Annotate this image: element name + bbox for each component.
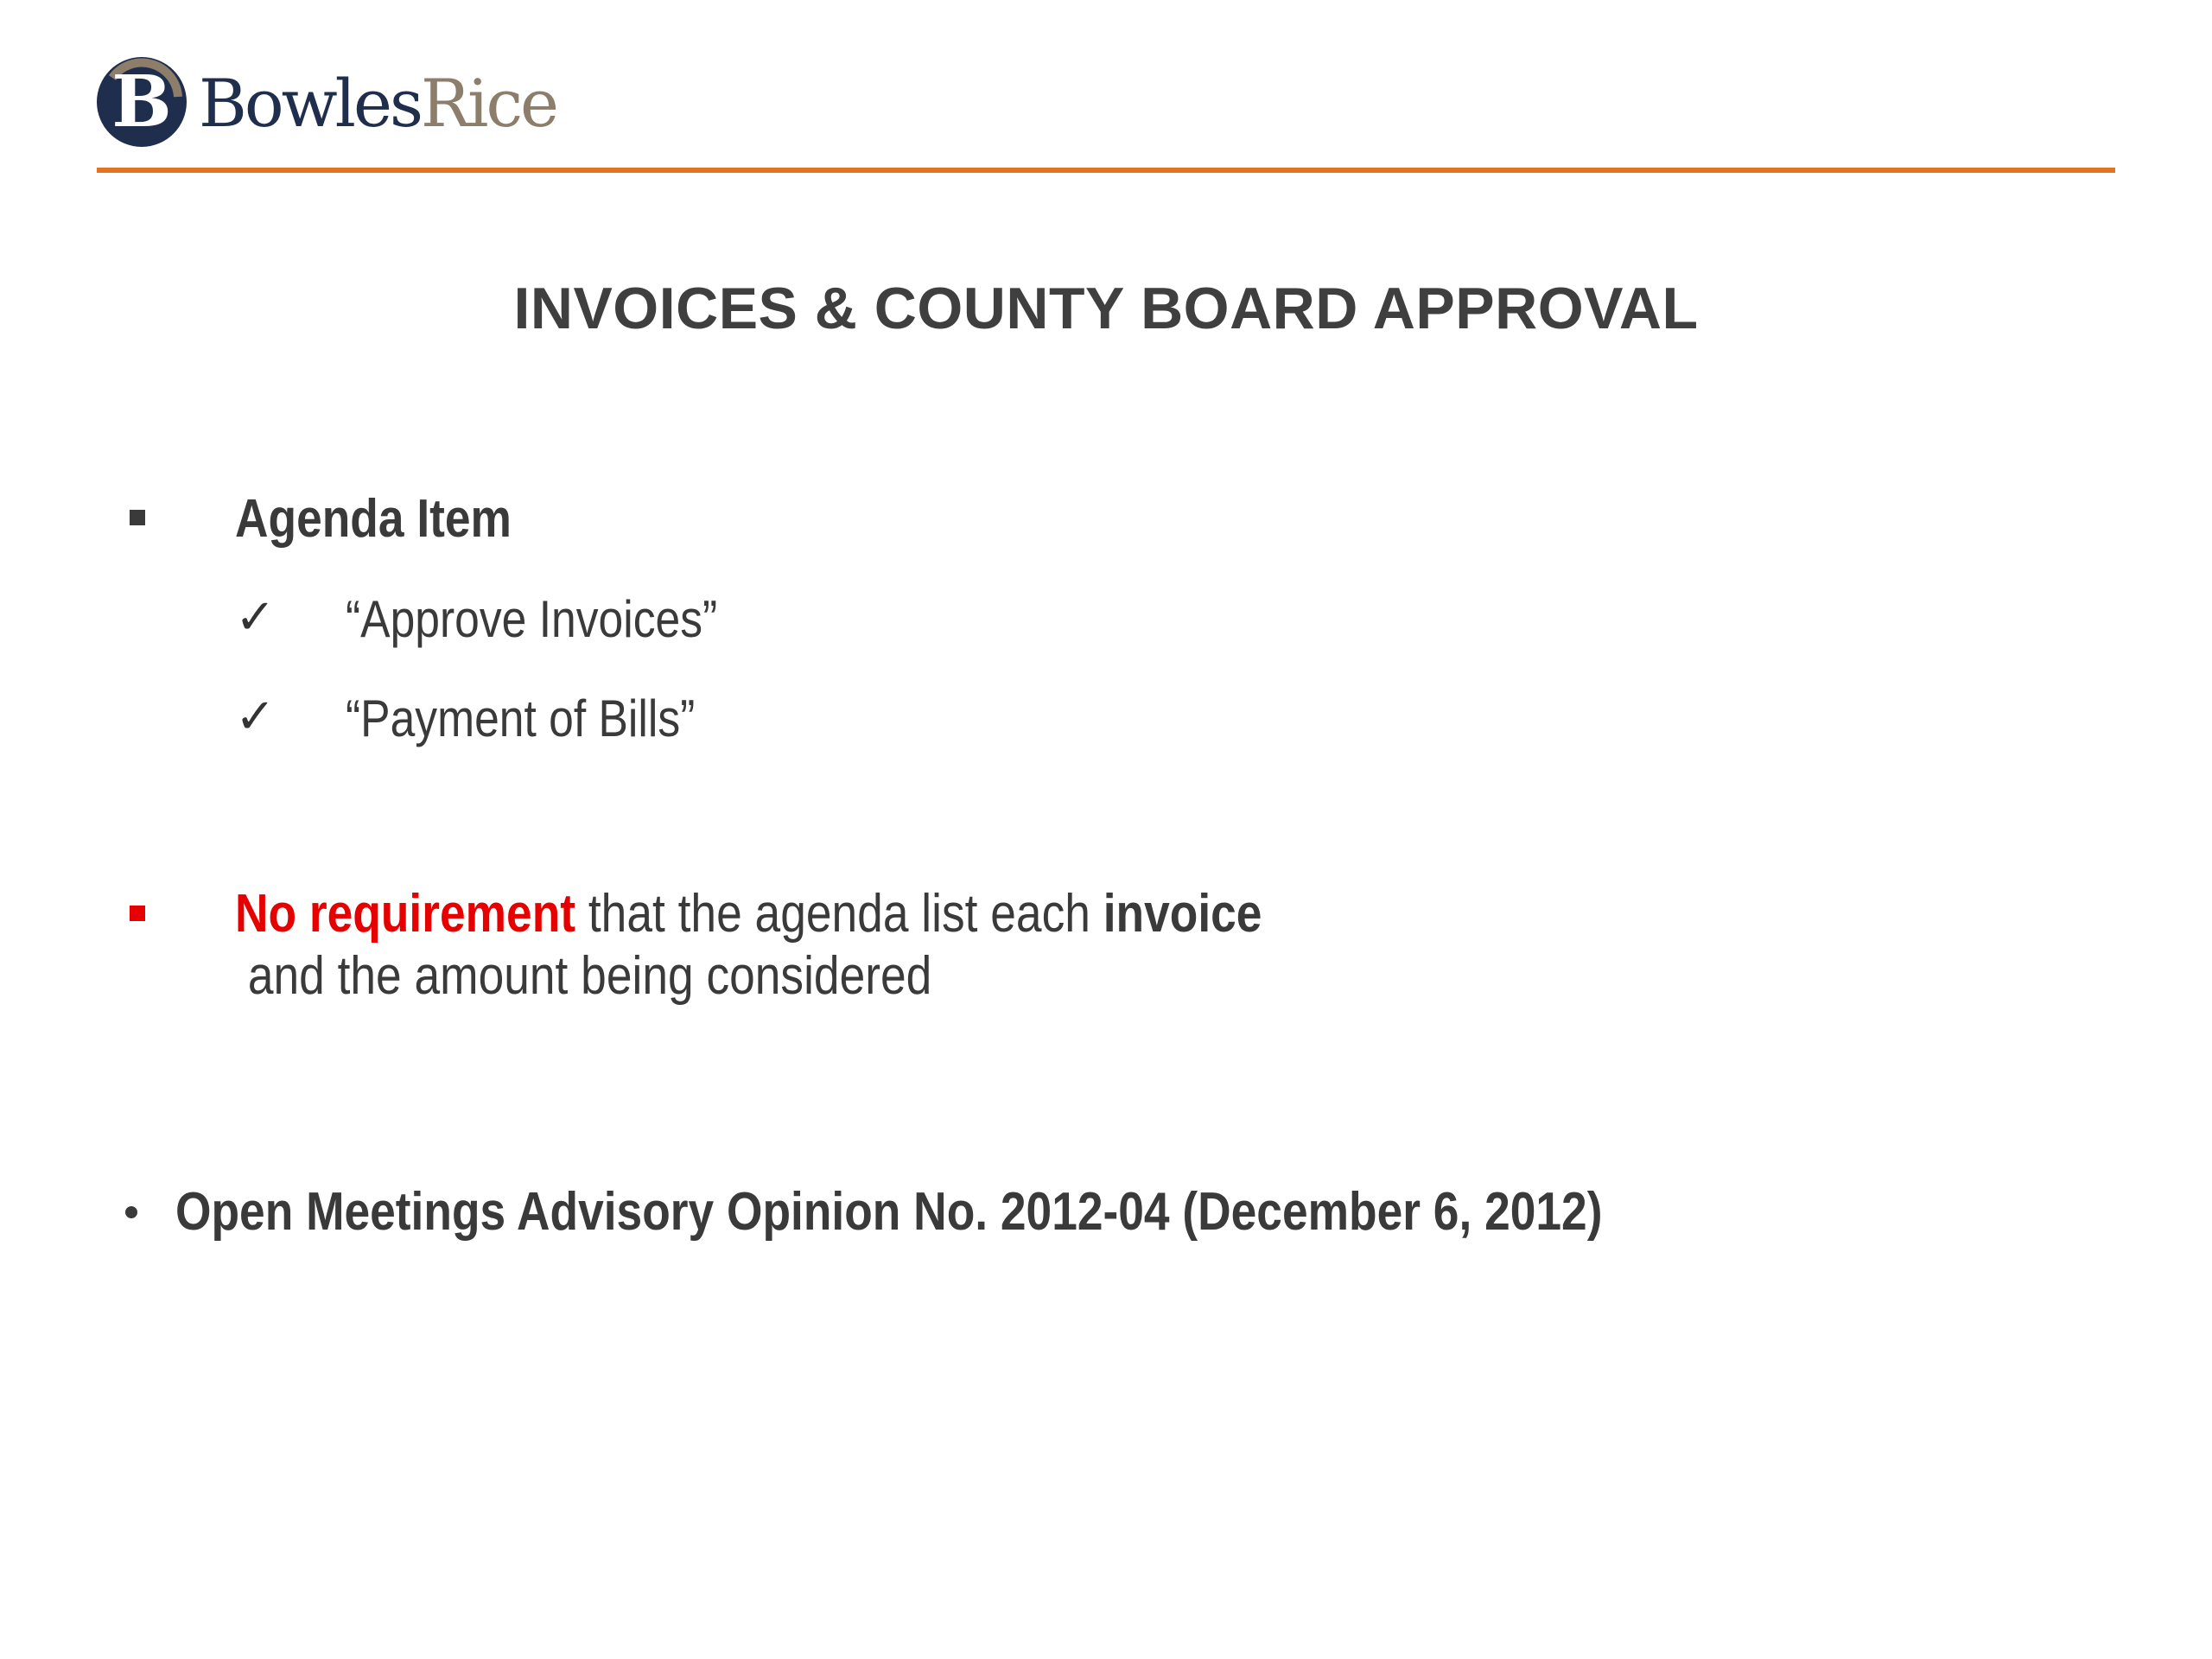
round-bullet-icon bbox=[125, 1206, 137, 1218]
header-divider bbox=[97, 168, 2115, 173]
logo-wordmark bbox=[199, 60, 556, 147]
bowles-rice-logo bbox=[95, 54, 557, 150]
logo-b-mark-icon bbox=[95, 54, 188, 150]
slide-header bbox=[0, 0, 2212, 181]
checkmark-icon: ✓ bbox=[235, 689, 276, 745]
requirement-emphasis: invoice bbox=[1103, 884, 1262, 944]
checkmark-icon: ✓ bbox=[235, 589, 276, 645]
logo-word-rice: Rice bbox=[420, 65, 557, 142]
square-bullet-red-icon bbox=[130, 906, 145, 921]
slide-title: INVOICES & COUNTY BOARD APPROVAL bbox=[513, 276, 1699, 341]
logo-mark-letter: B bbox=[111, 60, 172, 143]
requirement-tail: and the amount being considered bbox=[235, 946, 932, 1006]
requirement-lead: No requirement bbox=[235, 884, 576, 944]
agenda-item-approve-invoices: “Approve Invoices” bbox=[346, 590, 718, 648]
agenda-item-payment-of-bills: “Payment of Bills” bbox=[346, 690, 696, 747]
advisory-opinion-citation: Open Meetings Advisory Opinion No. 2012-04 (December 6, 2012) bbox=[175, 1182, 1603, 1242]
requirement-middle: that the agenda list each bbox=[575, 884, 1103, 944]
agenda-heading: Agenda Item bbox=[235, 489, 512, 549]
square-bullet-icon bbox=[130, 510, 145, 525]
requirement-statement bbox=[235, 883, 1936, 1007]
logo-word-bowles: Bowles bbox=[199, 65, 421, 142]
